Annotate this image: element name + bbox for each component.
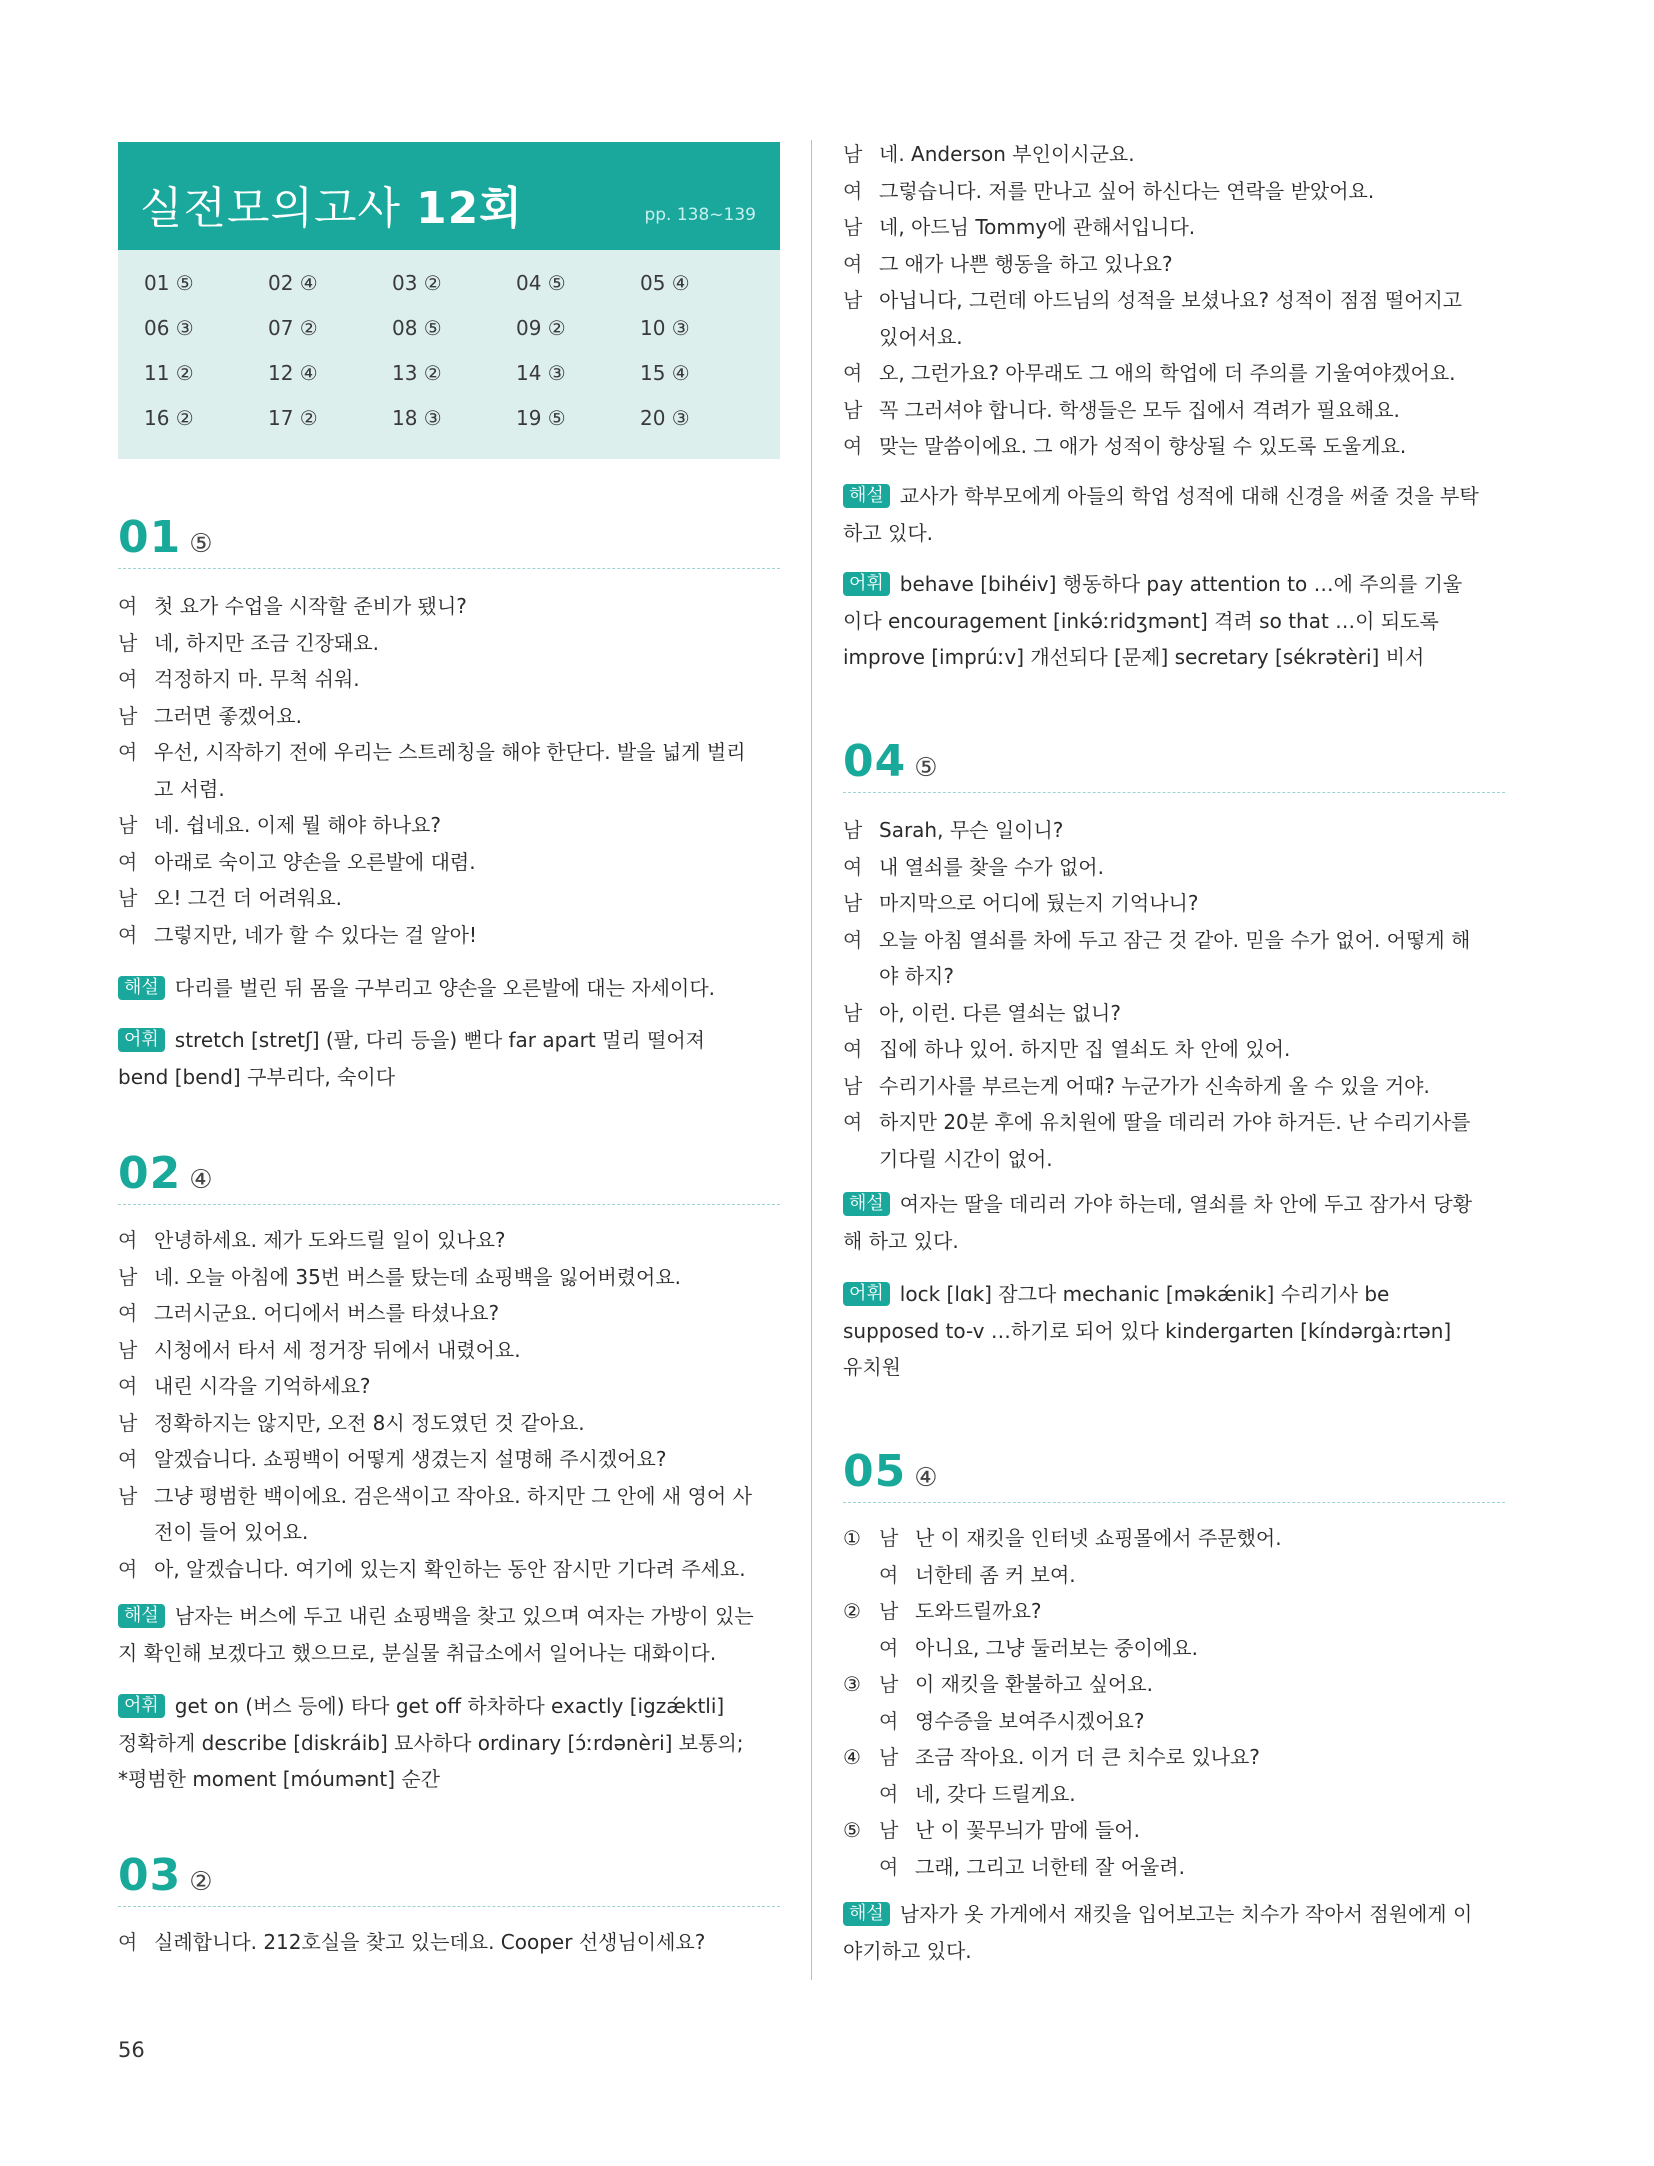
- dialogue-text: 너한테 좀 커 보여.: [915, 1562, 1076, 1587]
- speaker-label: 남: [879, 1818, 899, 1842]
- dialogue-line: [843, 1666, 1505, 1703]
- dialogue-text: 꼭 그러셔야 합니다. 학생들은 모두 집에서 격려가 필요해요.: [879, 397, 1400, 422]
- speaker-label: 여: [843, 434, 863, 458]
- dialogue-text: 영수증을 보여주시겠어요?: [915, 1708, 1145, 1733]
- dialogue-text: 아, 이런. 다른 열쇠는 없니?: [879, 1000, 1121, 1025]
- dialogue-line: [118, 1332, 780, 1369]
- dialogue-text: 걱정하지 마. 무척 쉬워.: [154, 667, 360, 691]
- dialogue-line: [843, 246, 1505, 283]
- dialogue-text: 첫 요가 수업을 시작할 준비가 됐니?: [154, 594, 467, 618]
- dialogue-line: [843, 1068, 1505, 1105]
- answer-key-item: 11 ②: [144, 361, 194, 385]
- dialogue-line: [843, 1776, 1505, 1813]
- answer-key-item: 03 ②: [392, 271, 442, 295]
- dialogue-line: [118, 917, 780, 954]
- answer-key-item: 08 ⑤: [392, 316, 442, 340]
- speaker-label: 여: [879, 1708, 899, 1733]
- speaker-label: 남: [118, 630, 138, 655]
- dialogue-text: 맞는 말씀이에요. 그 애가 성적이 향상될 수 있도록 도울게요.: [879, 434, 1407, 458]
- answer-key-item: 05 ④: [640, 271, 690, 295]
- option-number: ③: [843, 1672, 861, 1696]
- speaker-label: 여: [843, 361, 863, 385]
- speaker-label: 여: [879, 1635, 899, 1660]
- dialogue-text: 마지막으로 어디에 뒀는지 기억나니?: [879, 891, 1199, 915]
- answer-key-box: [118, 142, 780, 459]
- option-number: ④: [843, 1745, 861, 1769]
- speaker-label: 남: [843, 1073, 863, 1098]
- section-03-dialogue-start: [118, 1924, 780, 1961]
- dialogue-line: [118, 771, 780, 808]
- dialogue-text: 실례합니다. 212호실을 찾고 있는데요. Cooper 선생님이세요?: [154, 1930, 706, 1954]
- speaker-label: 남: [843, 142, 863, 166]
- dialogue-line: [118, 1405, 780, 1442]
- dialogue-line: [843, 1031, 1505, 1068]
- speaker-label: 남: [879, 1745, 899, 1769]
- answer-key-item: 06 ③: [144, 316, 194, 340]
- dialogue-text: 아래로 숙이고 양손을 오른발에 대렴.: [154, 849, 476, 874]
- column-divider: [811, 140, 812, 1980]
- dialogue-text: 집에 하나 있어. 하지만 집 열쇠도 차 안에 있어.: [879, 1037, 1291, 1061]
- dialogue-text: 오, 그런가요? 아무래도 그 애의 학업에 더 주의를 기울여야겠어요.: [879, 361, 1456, 385]
- speaker-label: 남: [118, 1410, 138, 1435]
- dialogue-line: [118, 807, 780, 844]
- dialogue-line: [843, 958, 1505, 995]
- speaker-label: 남: [118, 703, 138, 728]
- speaker-label: 남: [843, 397, 863, 422]
- section-01-heading: 01 ⑤: [118, 512, 780, 569]
- dialogue-text: 하지만 20분 후에 유치원에 딸을 데리러 가야 하거든. 난 수리기사를: [879, 1110, 1471, 1134]
- speaker-label: 남: [118, 1264, 138, 1289]
- speaker-label: 여: [843, 927, 863, 952]
- speaker-label: 여: [118, 1556, 138, 1581]
- dialogue-line: [118, 1368, 780, 1405]
- speaker-label: 남: [118, 1483, 138, 1508]
- section-02-explanation: 해설 남자는 버스에 두고 내린 쇼핑백을 찾고 있으며 여자는 가방이 있는 지 확인해 보겠다고 했으므로, 분실물 취급소에서 일어나는 대화이다.: [118, 1604, 754, 1665]
- dialogue-line: [843, 922, 1505, 959]
- speaker-label: 여: [118, 740, 138, 764]
- answer-grid: [144, 270, 764, 432]
- dialogue-text: 네. 쉽네요. 이제 뭘 해야 하나요?: [154, 813, 441, 837]
- dialogue-line: [843, 1557, 1505, 1594]
- dialogue-text: 도와드릴까요?: [915, 1599, 1042, 1623]
- speaker-label: 여: [879, 1781, 899, 1806]
- speaker-label: 여: [843, 1110, 863, 1134]
- dialogue-line: [118, 661, 780, 698]
- speaker-label: 남: [118, 1337, 138, 1362]
- dialogue-line: [118, 1259, 780, 1296]
- section-05-heading: 05 ④: [843, 1446, 1505, 1503]
- page-title: 실전모의고사 12회: [140, 183, 523, 234]
- dialogue-text: 난 이 재킷을 인터넷 쇼핑몰에서 주문했어.: [915, 1526, 1282, 1550]
- dialogue-line: [843, 1703, 1505, 1740]
- dialogue-text: 조금 작아요. 이거 더 큰 치수로 있나요?: [915, 1745, 1260, 1769]
- dialogue-text: 수리기사를 부르는게 어때? 누군가가 신속하게 올 수 있을 거야.: [879, 1073, 1430, 1098]
- speaker-label: 여: [118, 1447, 138, 1471]
- speaker-label: 여: [118, 1228, 138, 1252]
- dialogue-line: [843, 136, 1505, 173]
- speaker-label: 남: [118, 813, 138, 837]
- speaker-label: 남: [843, 215, 863, 239]
- dialogue-line: [843, 1104, 1505, 1141]
- dialogue-line: [843, 1739, 1505, 1776]
- dialogue-line: [118, 844, 780, 881]
- dialogue-line: [843, 995, 1505, 1032]
- dialogue-line: [118, 880, 780, 917]
- answer-key-item: 02 ④: [268, 271, 318, 295]
- option-number: ①: [843, 1526, 861, 1550]
- dialogue-text: 정확하지는 않지만, 오전 8시 정도였던 것 같아요.: [154, 1410, 585, 1435]
- dialogue-text: 시청에서 타서 세 정거장 뒤에서 내렸어요.: [154, 1337, 521, 1362]
- section-05-dialogue: [843, 1520, 1505, 1885]
- speaker-label: 여: [118, 594, 138, 618]
- dialogue-text: Sarah, 무슨 일이니?: [879, 818, 1064, 842]
- speaker-label: 여: [879, 1854, 899, 1879]
- dialogue-text: 내린 시각을 기억하세요?: [154, 1374, 371, 1398]
- section-04-explanation: 해설 여자는 딸을 데리러 가야 하는데, 열쇠를 차 안에 두고 잠가서 당황 해 하고 있다.: [843, 1192, 1473, 1253]
- answer-key-item: 15 ④: [640, 361, 690, 385]
- section-01-explanation: 해설 다리를 벌린 뒤 몸을 구부리고 양손을 오른발에 대는 자세이다.: [118, 970, 780, 1007]
- answer-key-item: 18 ③: [392, 406, 442, 430]
- dialogue-text: 야 하지?: [879, 964, 954, 988]
- answer-key-item: 07 ②: [268, 316, 318, 340]
- answer-key-item: 01 ⑤: [144, 271, 194, 295]
- dialogue-text: 알겠습니다. 쇼핑백이 어떻게 생겼는지 설명해 주시겠어요?: [154, 1447, 667, 1471]
- dialogue-text: 그래, 그리고 너한테 잘 어울려.: [915, 1854, 1185, 1879]
- dialogue-text: 이 재킷을 환불하고 싶어요.: [915, 1672, 1153, 1696]
- dialogue-line: [843, 1849, 1505, 1886]
- speaker-label: 남: [879, 1599, 899, 1623]
- dialogue-text: 그렇습니다. 저를 만나고 싶어 하신다는 연락을 받았어요.: [879, 178, 1375, 203]
- dialogue-text: 난 이 꽃무늬가 맘에 들어.: [915, 1818, 1140, 1842]
- answer-key-item: 04 ⑤: [516, 271, 566, 295]
- dialogue-line: [118, 625, 780, 662]
- dialogue-text: 그냥 평범한 백이에요. 검은색이고 작아요. 하지만 그 안에 새 영어 사: [154, 1483, 752, 1508]
- dialogue-line: [118, 1551, 780, 1588]
- dialogue-line: [843, 428, 1505, 465]
- dialogue-text: 내 열쇠를 찾을 수가 없어.: [879, 854, 1104, 879]
- speaker-label: 남: [879, 1672, 899, 1696]
- section-03-dialogue-continued: [843, 136, 1505, 465]
- speaker-label: 남: [843, 818, 863, 842]
- dialogue-line: [843, 173, 1505, 210]
- dialogue-line: [118, 1295, 780, 1332]
- dialogue-line: [843, 1630, 1505, 1667]
- speaker-label: 여: [118, 922, 138, 947]
- speaker-label: 여: [118, 849, 138, 874]
- dialogue-line: [843, 319, 1505, 356]
- speaker-label: 여: [843, 251, 863, 276]
- dialogue-line: [843, 355, 1505, 392]
- dialogue-text: 그러면 좋겠어요.: [154, 703, 302, 728]
- dialogue-text: 네, 하지만 조금 긴장돼요.: [154, 630, 379, 655]
- dialogue-line: [118, 1514, 780, 1551]
- page-range: pp. 138~139: [644, 205, 756, 225]
- section-01-dialogue: [118, 588, 780, 953]
- dialogue-text: 아닙니다, 그런데 아드님의 성적을 보셨나요? 성적이 점점 떨어지고: [879, 288, 1463, 312]
- option-number: ⑤: [843, 1818, 861, 1842]
- answer-key-item: 09 ②: [516, 316, 566, 340]
- section-02-heading: 02 ④: [118, 1148, 780, 1205]
- answer-key-header: [118, 142, 780, 250]
- speaker-label: 여: [118, 1930, 138, 1954]
- dialogue-line: [843, 849, 1505, 886]
- dialogue-text: 아니요, 그냥 둘러보는 중이에요.: [915, 1635, 1198, 1660]
- section-03-heading: 03 ②: [118, 1850, 780, 1907]
- answer-key-item: 14 ③: [516, 361, 566, 385]
- answer-key-item: 19 ⑤: [516, 406, 566, 430]
- dialogue-line: [118, 1478, 780, 1515]
- dialogue-text: 네, 아드님 Tommy에 관해서입니다.: [879, 215, 1196, 239]
- dialogue-text: 안녕하세요. 제가 도와드릴 일이 있나요?: [154, 1228, 506, 1252]
- dialogue-text: 네. 오늘 아침에 35번 버스를 탔는데 쇼핑백을 잃어버렸어요.: [154, 1264, 682, 1289]
- dialogue-line: [843, 812, 1505, 849]
- dialogue-text: 있어서요.: [879, 324, 963, 349]
- dialogue-line: [118, 1222, 780, 1259]
- dialogue-text: 고 서렴.: [154, 776, 225, 801]
- dialogue-text: 그 애가 나쁜 행동을 하고 있나요?: [879, 251, 1173, 276]
- dialogue-text: 네. Anderson 부인이시군요.: [879, 142, 1135, 166]
- dialogue-line: [843, 1593, 1505, 1630]
- dialogue-text: 그러시군요. 어디에서 버스를 타셨나요?: [154, 1301, 500, 1325]
- dialogue-line: [118, 1924, 780, 1961]
- section-03-explanation: 해설 교사가 학부모에게 아들의 학업 성적에 대해 신경을 써줄 것을 부탁 하고 있다.: [843, 484, 1479, 545]
- speaker-label: 남: [843, 288, 863, 312]
- speaker-label: 여: [118, 1301, 138, 1325]
- answer-key-item: 17 ②: [268, 406, 318, 430]
- option-number: ②: [843, 1599, 861, 1623]
- section-03-vocabulary: 어휘 behave [bihéiv] 행동하다 pay attention to …에 주의를 기울 이다 encouragement [inkə́ːridʒmənt] 격려 so that …이 되도록 improve [imprúːv] 개선되다 [문제] secretary [sékrətèri] 비서: [843, 572, 1463, 669]
- dialogue-line: [843, 885, 1505, 922]
- dialogue-text: 오! 그건 더 어려워요.: [154, 886, 343, 910]
- answer-key-item: 10 ③: [640, 316, 690, 340]
- section-01-vocabulary: 어휘 stretch [stretʃ] (팔, 다리 등을) 뻗다 far apart 멀리 떨어져 bend [bend] 구부리다, 숙이다: [118, 1028, 705, 1089]
- dialogue-line: [843, 1520, 1505, 1557]
- dialogue-line: [843, 209, 1505, 246]
- dialogue-line: [118, 698, 780, 735]
- section-04-heading: 04 ⑤: [843, 736, 1505, 793]
- dialogue-line: [843, 1812, 1505, 1849]
- section-02-vocabulary: 어휘 get on (버스 등에) 타다 get off 하차하다 exactly [igzǽktli] 정확하게 describe [diskráib] 묘사하다 ordinary [ɔ́ːrdənèri] 보통의; *평범한 moment [móumənt] 순간: [118, 1694, 744, 1791]
- dialogue-line: [843, 282, 1505, 319]
- speaker-label: 남: [843, 891, 863, 915]
- section-04-vocabulary: 어휘 lock [lɑk] 잠그다 mechanic [məkǽnik] 수리기사 be supposed to-v …하기로 되어 있다 kindergarten [kíndərgàːrtən] 유치원: [843, 1282, 1452, 1379]
- section-02-dialogue: [118, 1222, 780, 1587]
- dialogue-line: [118, 734, 780, 771]
- speaker-label: 여: [843, 1037, 863, 1061]
- speaker-label: 남: [879, 1526, 899, 1550]
- dialogue-text: 전이 들어 있어요.: [154, 1520, 309, 1544]
- section-04-dialogue: [843, 812, 1505, 1177]
- dialogue-text: 기다릴 시간이 없어.: [879, 1146, 1053, 1171]
- answer-key-item: 13 ②: [392, 361, 442, 385]
- speaker-label: 여: [843, 854, 863, 879]
- speaker-label: 남: [843, 1000, 863, 1025]
- dialogue-text: 네, 갖다 드릴게요.: [915, 1781, 1076, 1806]
- dialogue-line: [118, 1441, 780, 1478]
- answer-key-item: 12 ④: [268, 361, 318, 385]
- dialogue-text: 오늘 아침 열쇠를 차에 두고 잠근 것 같아. 믿을 수가 없어. 어떻게 해: [879, 927, 1471, 952]
- page-number: 56: [118, 2038, 145, 2062]
- answer-key-item: 16 ②: [144, 406, 194, 430]
- speaker-label: 여: [843, 178, 863, 203]
- answer-key-item: 20 ③: [640, 406, 690, 430]
- dialogue-line: [843, 1141, 1505, 1178]
- dialogue-text: 우선, 시작하기 전에 우리는 스트레칭을 해야 한단다. 발을 넓게 벌리: [154, 740, 746, 764]
- dialogue-text: 아, 알겠습니다. 여기에 있는지 확인하는 동안 잠시만 기다려 주세요.: [154, 1556, 746, 1581]
- dialogue-line: [843, 392, 1505, 429]
- speaker-label: 남: [118, 886, 138, 910]
- dialogue-line: [118, 588, 780, 625]
- speaker-label: 여: [879, 1562, 899, 1587]
- speaker-label: 여: [118, 667, 138, 691]
- section-05-explanation: 해설 남자가 옷 가게에서 재킷을 입어보고는 치수가 작아서 점원에게 이 야기하고 있다.: [843, 1902, 1473, 1963]
- speaker-label: 여: [118, 1374, 138, 1398]
- dialogue-text: 그렇지만, 네가 할 수 있다는 걸 알아!: [154, 922, 477, 947]
